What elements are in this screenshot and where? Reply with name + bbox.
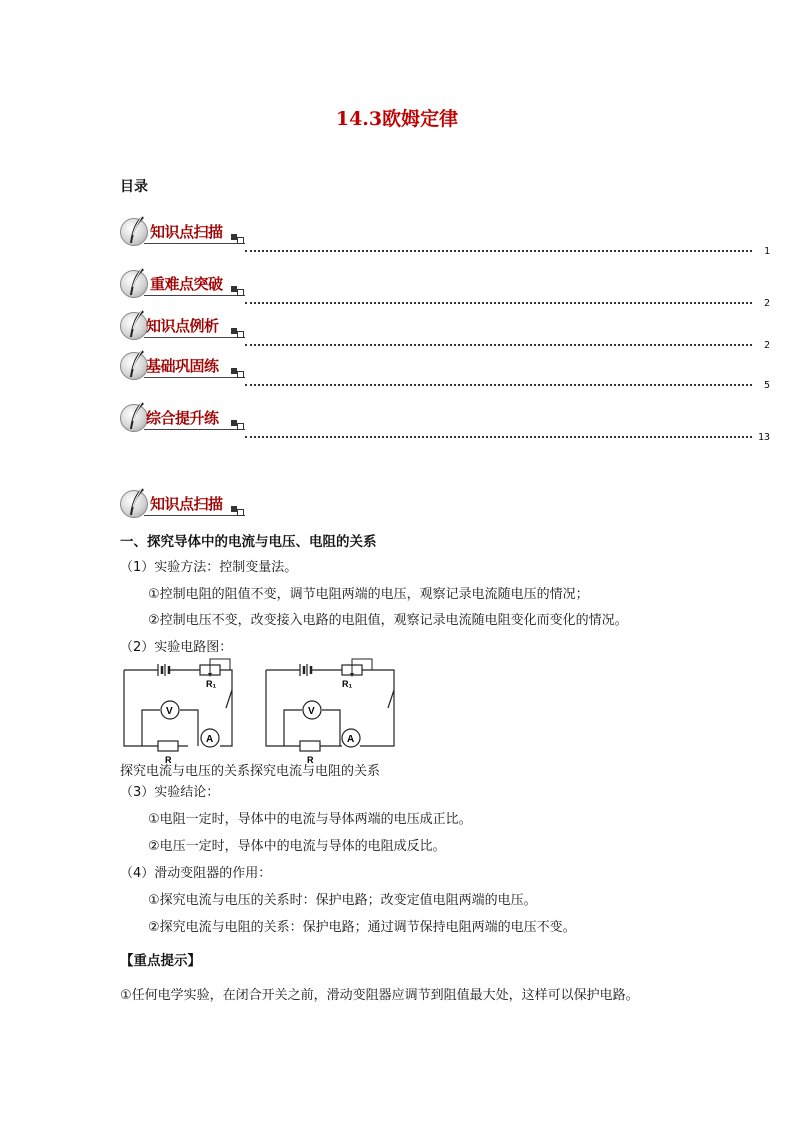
toc-page-number: 1: [763, 246, 770, 257]
toc-leader-dots: [245, 250, 752, 252]
toc-leader-dots: [245, 344, 752, 346]
badge-square: [237, 289, 244, 296]
voltmeter-label: V: [166, 706, 173, 717]
quill-icon: [124, 487, 146, 517]
quill-icon: [124, 215, 146, 245]
section-heading: 一、探究导体中的电流与电压、电阻的关系: [120, 534, 377, 550]
method-item: ②控制电压不变，改变接入电路的电阻值，观察记录电流随电阻变化而变化的情况。: [148, 613, 628, 628]
toc-entry-label: 基础巩固练: [146, 357, 219, 375]
toc-leader-dots: [245, 436, 752, 438]
toc-entry-label: 综合提升练: [146, 409, 219, 427]
ammeter-label: A: [206, 734, 214, 745]
method-item: ①控制电阻的阻值不变，调节电阻两端的电压，观察记录电流随电压的情况；: [148, 587, 589, 602]
badge-underline: [144, 429, 245, 430]
toc-leader-dots: [245, 384, 752, 386]
r-label: R: [165, 755, 172, 765]
toc-entry[interactable]: [120, 268, 770, 309]
r1-label: R₁: [206, 679, 217, 689]
conclusion-line: （3）实验结论：: [120, 785, 220, 800]
quill-icon: [124, 349, 146, 379]
circuit-diagram-resistance: [262, 660, 404, 765]
badge-underline: [144, 295, 245, 296]
badge-square: [237, 237, 244, 244]
toc-page-number: 2: [763, 340, 770, 351]
rheostat-item: ①探究电流与电压的关系时：保护电路；改变定值电阻两端的电压。: [148, 893, 537, 908]
page-title: 14.3欧姆定律: [335, 108, 459, 130]
method-line: （1）实验方法：控制变量法。: [120, 560, 298, 575]
toc-entry[interactable]: [120, 350, 770, 391]
section-badge: [120, 488, 245, 522]
section-badge: [120, 310, 245, 344]
toc-entry-label: 知识点例析: [146, 317, 219, 335]
section-badge: [120, 402, 245, 436]
rheostat-item: ②探究电流与电阻的关系：保护电路；通过调节保持电阻两端的电压不变。: [148, 920, 576, 935]
quill-icon: [124, 267, 146, 297]
conclusion-item: ②电压一定时，导体中的电流与导体的电阻成反比。: [148, 839, 446, 854]
toc-page-number: 2: [763, 298, 770, 309]
circuit-diagram-voltage: [120, 660, 262, 765]
r-label: R: [307, 755, 314, 765]
badge-underline: [144, 337, 245, 338]
section-badge: [120, 350, 245, 384]
section-badge: [120, 216, 245, 250]
toc-entry-label: 重难点突破: [150, 275, 223, 293]
badge-square: [237, 509, 244, 516]
badge-square: [237, 423, 244, 430]
tip-heading: 【重点提示】: [120, 953, 201, 969]
toc-page-number: 5: [763, 380, 770, 391]
circuit-heading: （2）实验电路图：: [120, 640, 233, 655]
badge-square: [237, 331, 244, 338]
badge-underline: [144, 377, 245, 378]
r1-label: R₁: [342, 679, 353, 689]
toc-entry-label: 知识点扫描: [150, 223, 223, 241]
conclusion-item: ①电阻一定时，导体中的电流与导体两端的电压成正比。: [148, 812, 472, 827]
rheostat-line: （4）滑动变阻器的作用：: [120, 866, 272, 881]
section-badge-label: 知识点扫描: [150, 495, 223, 513]
badge-underline: [144, 515, 245, 516]
circuit-caption: 探究电流与电压的关系探究电流与电阻的关系: [120, 764, 381, 779]
toc-heading: 目录: [120, 179, 148, 195]
section-badge: [120, 268, 245, 302]
toc-entry[interactable]: [120, 216, 770, 257]
toc-entry[interactable]: [120, 402, 770, 443]
quill-icon: [124, 401, 146, 431]
voltmeter-label: V: [308, 706, 315, 717]
badge-underline: [144, 243, 245, 244]
ammeter-label: A: [347, 734, 355, 745]
tip-item: ①任何电学实验，在闭合开关之前，滑动变阻器应调节到阻值最大处，这样可以保护电路。: [120, 988, 639, 1003]
toc-page-number: 13: [757, 432, 770, 443]
badge-square: [237, 371, 244, 378]
quill-icon: [124, 309, 146, 339]
toc-entry[interactable]: [120, 310, 770, 351]
toc-leader-dots: [245, 302, 752, 304]
